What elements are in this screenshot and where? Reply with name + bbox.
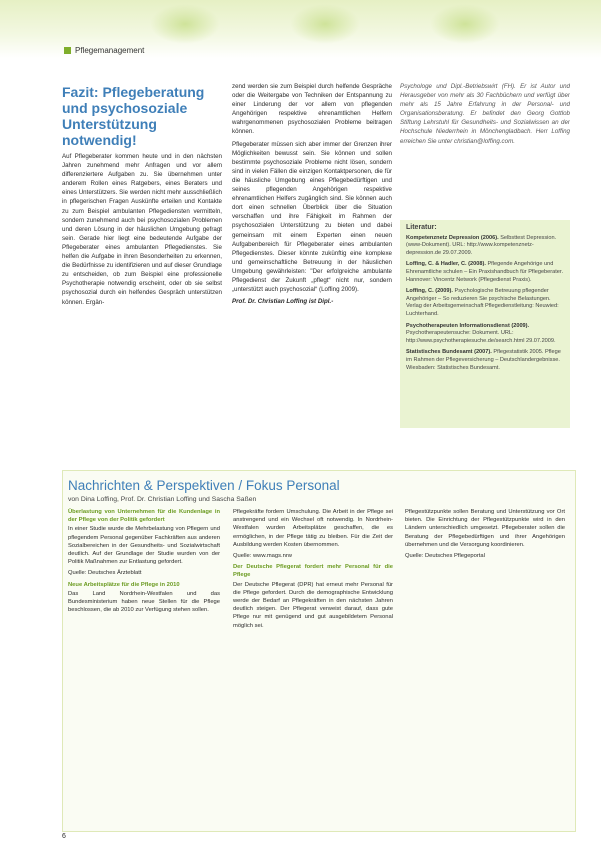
section-square-icon: [64, 47, 71, 54]
news-text: Pflegestützpunkte sollen Beratung und Unterstützung vor Ort bieten. Die Einrichtung der Pflegestützpunkte wird in den Ländern unterschiedlich umgesetzt. Pflegeberater sollen die Beratung der Pflegebedürftigen und ihrer Angehörigen übernehmen und die Versorgung koordinieren.: [405, 509, 565, 548]
news-item: [68, 581, 220, 615]
entry-text: Pflegestatistik 2005. Pflege im Rahmen der Pflegeversicherung – Deutschlandergebnisse. Wiesbaden: Statistisches Bundesamt.: [406, 349, 561, 371]
news-text: Der Deutsche Pflegerat (DPR) hat erneut mehr Personal für die Pflege gefordert. Durch die demographische Entwicklung werde der Bedarf an Pflegekräften in den nächsten Jahren deutlich steigen. Der Pflegerat verweist darauf, dass gute Pflege nur mit genügend und gut ausgebildetem Personal möglich sei.: [233, 581, 393, 629]
leaf-decoration: [150, 4, 220, 44]
entry-author: Psychotherapeuten Informationsdienst (2009).: [406, 322, 530, 329]
entry-text: Psychotherapeutensuche: Dokument. URL: http://www.psychotherapiesuche.de/search.html 29.07.2009.: [406, 330, 556, 344]
news-source: Quelle: Deutsches Ärzteblatt: [68, 570, 142, 577]
entry-author: Statistisches Bundesamt (2007).: [406, 349, 492, 356]
news-title: Nachrichten & Perspektiven / Fokus Personal: [68, 478, 340, 493]
literature-entry: [406, 261, 564, 284]
paragraph: Auf Pflegeberater kommen heute und in den nächsten Jahren zunehmend mehr Anfragen und vor allem differenziertere Aufgaben zu. Sie übernehmen unter anderem Rollen eines Ratgebers, eines Beraters und eines Unterstützers. Sie werden nicht mehr ausschließlich in pflegerischen Fragen Auskünfte erteilen und Kontakte zu zum Beispiel ambulanten Pflegediensten vermitteln, sondern zunehmend auch bei psychosozialen Problemen und deren Lösung in der häuslichen Umgebung gefragt sein. Gerade hier liegt eine bedeutende Aufgabe der Pflegeberater eines ambulanten Pflegedienstes. Sie helfen die Aufgabe in ihren Besonderheiten zu erkennen, die Bedürfnisse zu identifizieren und auf dieser Grundlage zu entscheiden, ob zum Beispiel eine professionelle Psychotherapie notwendig erscheint, oder ob sie selbst psychosozial durch ein helfendes Gespräch unterstützen können. Ergän-: [62, 153, 222, 306]
article-title: Fazit: Pflegeberatung und psychosoziale Unterstützung notwendig!: [62, 84, 205, 148]
news-item: [233, 563, 393, 630]
news-source: Quelle: Deutsches Pflegeportal: [405, 553, 485, 560]
entry-text: Psychologische Betreuung pflegender Angehöriger – So reduzieren Sie psychische Belastungen. Verlag der Arbeitsgemeinschaft Pflegedienstleitung: Neuwied: Luchterhand.: [406, 288, 559, 317]
article-column-2: [232, 82, 392, 432]
news-heading: Überlastung von Unternehmen für die Kundenlage in der Pflege von der Politik gefordert: [68, 509, 220, 524]
entry-text: Selbsttest Depression. (www-Dokument). URL: http://www.kompetenznetz-depression.de 29.07.2009.: [406, 234, 557, 256]
news-text: Das Land Nordrhein-Westfalen und das Bundesministerium haben neue Stellen für die Pflege beschlossen, die ab 2010 zur Verfügung stehen sollen.: [68, 590, 220, 614]
page-number: 6: [62, 833, 66, 840]
literature-entry: [406, 288, 564, 318]
article-column-1: [62, 152, 222, 432]
entry-author: Kompetenznetz Depression (2006).: [406, 234, 499, 241]
news-text: In einer Studie wurde die Mehrbelastung von Pflegern und pflegendem Personal gegenüber Fachkräften aus anderen Sozialbereichen in der Gesundheits- und Sozialwirtschaft deutlich. Auf der Grundlage der Studie wurden von der Politik Maßnahmen zur Entlastung gefordert.: [68, 526, 220, 566]
section-text: Pflegemanagement: [75, 46, 145, 55]
news-source: Quelle: www.mags.nrw: [233, 553, 292, 560]
paragraph: Pflegeberater müssen sich aber immer der Grenzen ihrer Möglichkeiten bewusst sein. Sie können und sollen bestimmte psychosoziale Probleme nicht lösen, sondern sind in vielen Fällen die einzigen Kontaktpersonen, die für die häusliche Umgebung eines Pflegebedürftigen und seines pflegenden Angehörigen respektive ehrenamtlichen Helfers zugänglich sind. Sie können auch dort einen schnellen Überblick über die Situation verschaffen und ihre Fähigkeit im Rahmen der psychosozialen Unterstützung zu bieten und dabei gemeinsam mit einem Experten einen neuen Aufgabenbereich für Pflegeberater eines ambulanten Pflegedienstes. Dieser könnte zukünftig eine komplexe und gemeinschaftliche Betreuung in der häuslichen Umgebung gewährleisten: "Der erfolgreiche ambulante Pflegedienst der Zukunft „pflegt“ nicht nur, sondern „unterstützt auch psychosozial“ (Loffing 2009).: [232, 140, 392, 294]
entry-author: Loffing, C. & Hadler, C. (2008).: [406, 261, 486, 268]
section-label: [64, 46, 144, 55]
literature-heading: Literatur:: [406, 224, 437, 231]
paragraph: zend werden sie zum Beispiel durch helfende Gespräche oder die Weitergabe von Techniken der Entspannung zu einer Linderung der vor allem von pflegenden Angehörigen respektive ehrenamtlichen Helfern wahrgenommenen psychosozialen Probleme beitragen können.: [232, 83, 392, 136]
literature-box: [400, 220, 570, 428]
literature-entry: [406, 349, 564, 372]
news-heading: Der Deutsche Pflegerat fordert mehr Personal für die Pflege: [233, 564, 393, 579]
news-item: [68, 508, 220, 566]
news-text: Pflegekräfte fordern Umschulung. Die Arbeit in der Pflege sei anstrengend und ein Wechsel oft notwendig. In Nordrhein-Westfalen wurden Arbeitsplätze geschaffen, die es ermöglichen, in der Pflege tätig zu bleiben. Für die Zeit der Ausbildung werden Kosten übernommen.: [233, 509, 393, 548]
entry-text: Pflegende Angehörige und Ehrenamtliche schulen – Ein Praxishandbuch für Pflegeberater. Hannover: Vincentz Network (Pflegedienst Praxis).: [406, 261, 564, 283]
literature-entry: [406, 323, 564, 346]
leaf-decoration: [430, 4, 500, 44]
news-heading: Neue Arbeitsplätze für die Pflege in 2010: [68, 581, 180, 588]
literature-entry: [406, 235, 564, 258]
news-column-2: [233, 508, 393, 824]
news-column-3: [405, 508, 565, 824]
news-authors: von Dina Loffing, Prof. Dr. Christian Loffing und Sascha Saßen: [68, 496, 257, 503]
leaf-decoration: [290, 4, 360, 44]
news-column-1: [68, 508, 220, 824]
entry-author: Loffing, C. (2009).: [406, 288, 453, 295]
author-intro: Prof. Dr. Christian Loffing ist Dipl.-: [232, 298, 334, 306]
author-bio: Psychologe und Dipl.-Betriebswirt (FH). Er ist Autor und Herausgeber von mehr als 30 Fachbüchern und verfügt über mehr als 15 Jahre Erfahrung in der Personal- und Organisationsberatung. Er befindet den Georg Gottlob Stiftung Lehrstuhl für Gesundheits- und Sozialwissen an der Hochschule Niederrhein in Mönchengladbach. Herr Loffing erreichen Sie unter christian@loffing.com.: [400, 83, 570, 145]
